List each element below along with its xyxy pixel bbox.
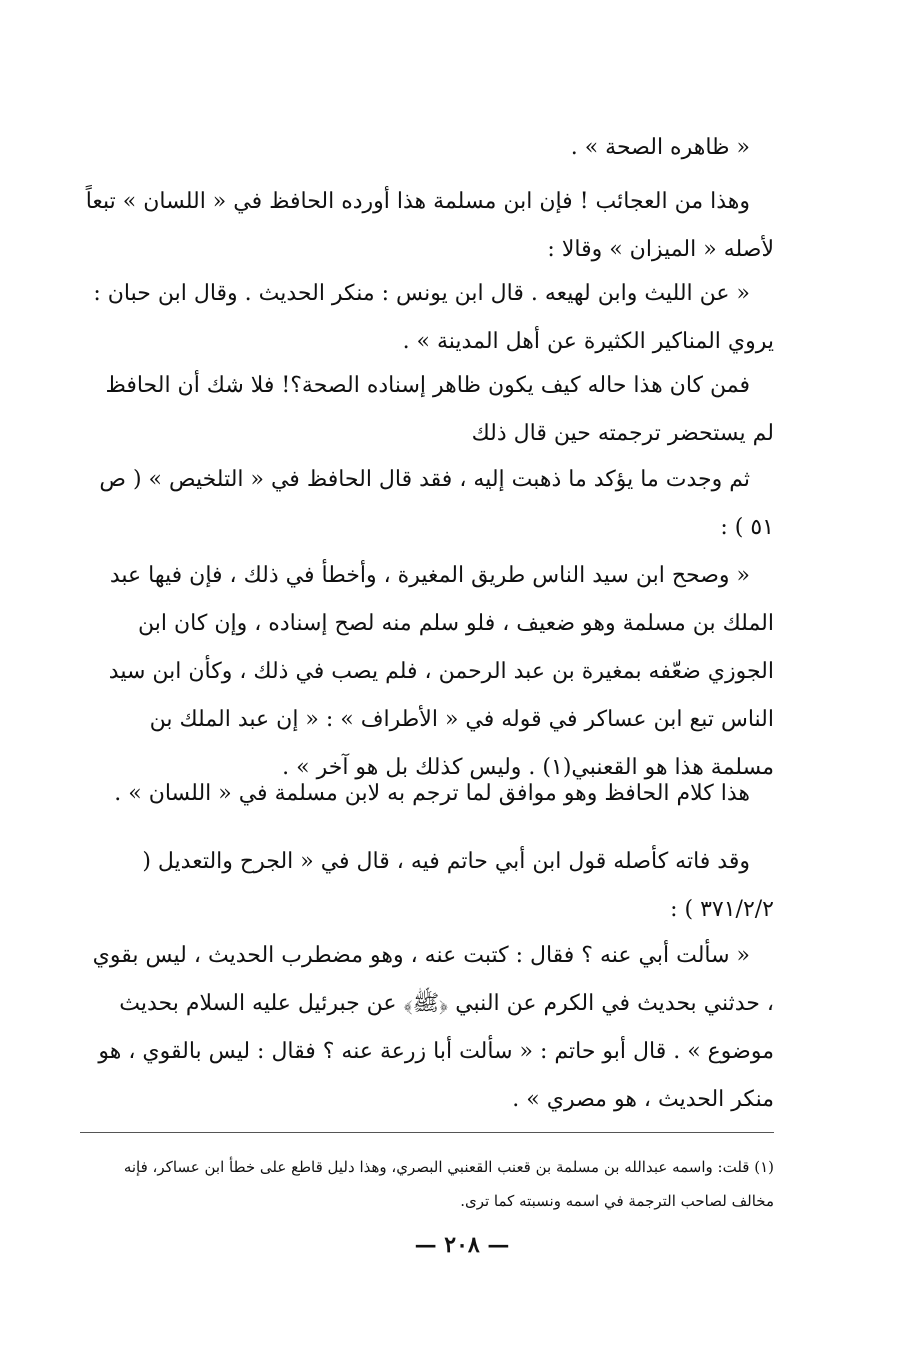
footnote-divider <box>80 1132 774 1133</box>
paragraph-3-quote: « عن الليث وابن لهيعه . قال ابن يونس : منكر الحديث . وقال ابن حبان : يروي المناكير الكثيرة عن أهل المدينة » . <box>93 281 774 354</box>
paragraph-4: فمن كان هذا حاله كيف يكون ظاهر إسناده الصحة؟! فلا شك أن الحافظ لم يستحضر ترجمته حين قال ذلك <box>105 373 774 446</box>
paragraph-8: وقد فاته كأصله قول ابن أبي حاتم فيه ، قال في « الجرح والتعديل ( ٣٧١/٢/٢ ) : <box>142 849 774 922</box>
footnote: (١) قلت: واسمه عبدالله بن مسلمة بن قعنب القعنبي البصري، وهذا دليل قاطع على خطأ ابن عساكر، فإنه مخالف لصاحب الترجمة في اسمه ونسبته كما ترى. <box>123 1158 774 1210</box>
paragraph-7: هذا كلام الحافظ وهو موافق لما ترجم به لابن مسلمة في « اللسان » . <box>114 781 750 806</box>
paragraph-1: « ظاهره الصحة » . <box>570 135 750 160</box>
paragraph-6-quote: « وصحح ابن سيد الناس طريق المغيرة ، وأخطأ في ذلك ، فإن فيها عبد الملك بن مسلمة وهو ضعيف ، فلو سلم منه لصح إسناده ، وإن كان ابن الجوزي ضعّفه بمغيرة بن عبد الرحمن ، فلم يصب في ذلك ، وكأن ابن سيد الناس تبع ابن عساكر في قوله في « الأطراف » : « إن عبد الملك بن مسلمة هذا هو القعنبي(١) . وليس كذلك بل هو آخر » . <box>108 563 774 780</box>
paragraph-9-quote: « سألت أبي عنه ؟ فقال : كتبت عنه ، وهو مضطرب الحديث ، ليس بقوي ، حدثني بحديث في الكرم عن النبي ﴿ﷺ﴾ عن جبرئيل عليه السلام بحديث موضوع » . قال أبو حاتم : « سألت أبا زرعة عنه ؟ فقال : ليس بالقوي ، هو منكر الحديث ، هو مصري » . <box>92 943 774 1112</box>
paragraph-5: ثم وجدت ما يؤكد ما ذهبت إليه ، فقد قال الحافظ في « التلخيص » ( ص ٥١ ) : <box>99 467 774 540</box>
page-number: — ٢٠٨ — <box>414 1232 510 1258</box>
paragraph-2: وهذا من العجائب ! فإن ابن مسلمة هذا أورده الحافظ في « اللسان » تبعاً لأصله « الميزان » وقالا : <box>85 189 774 262</box>
